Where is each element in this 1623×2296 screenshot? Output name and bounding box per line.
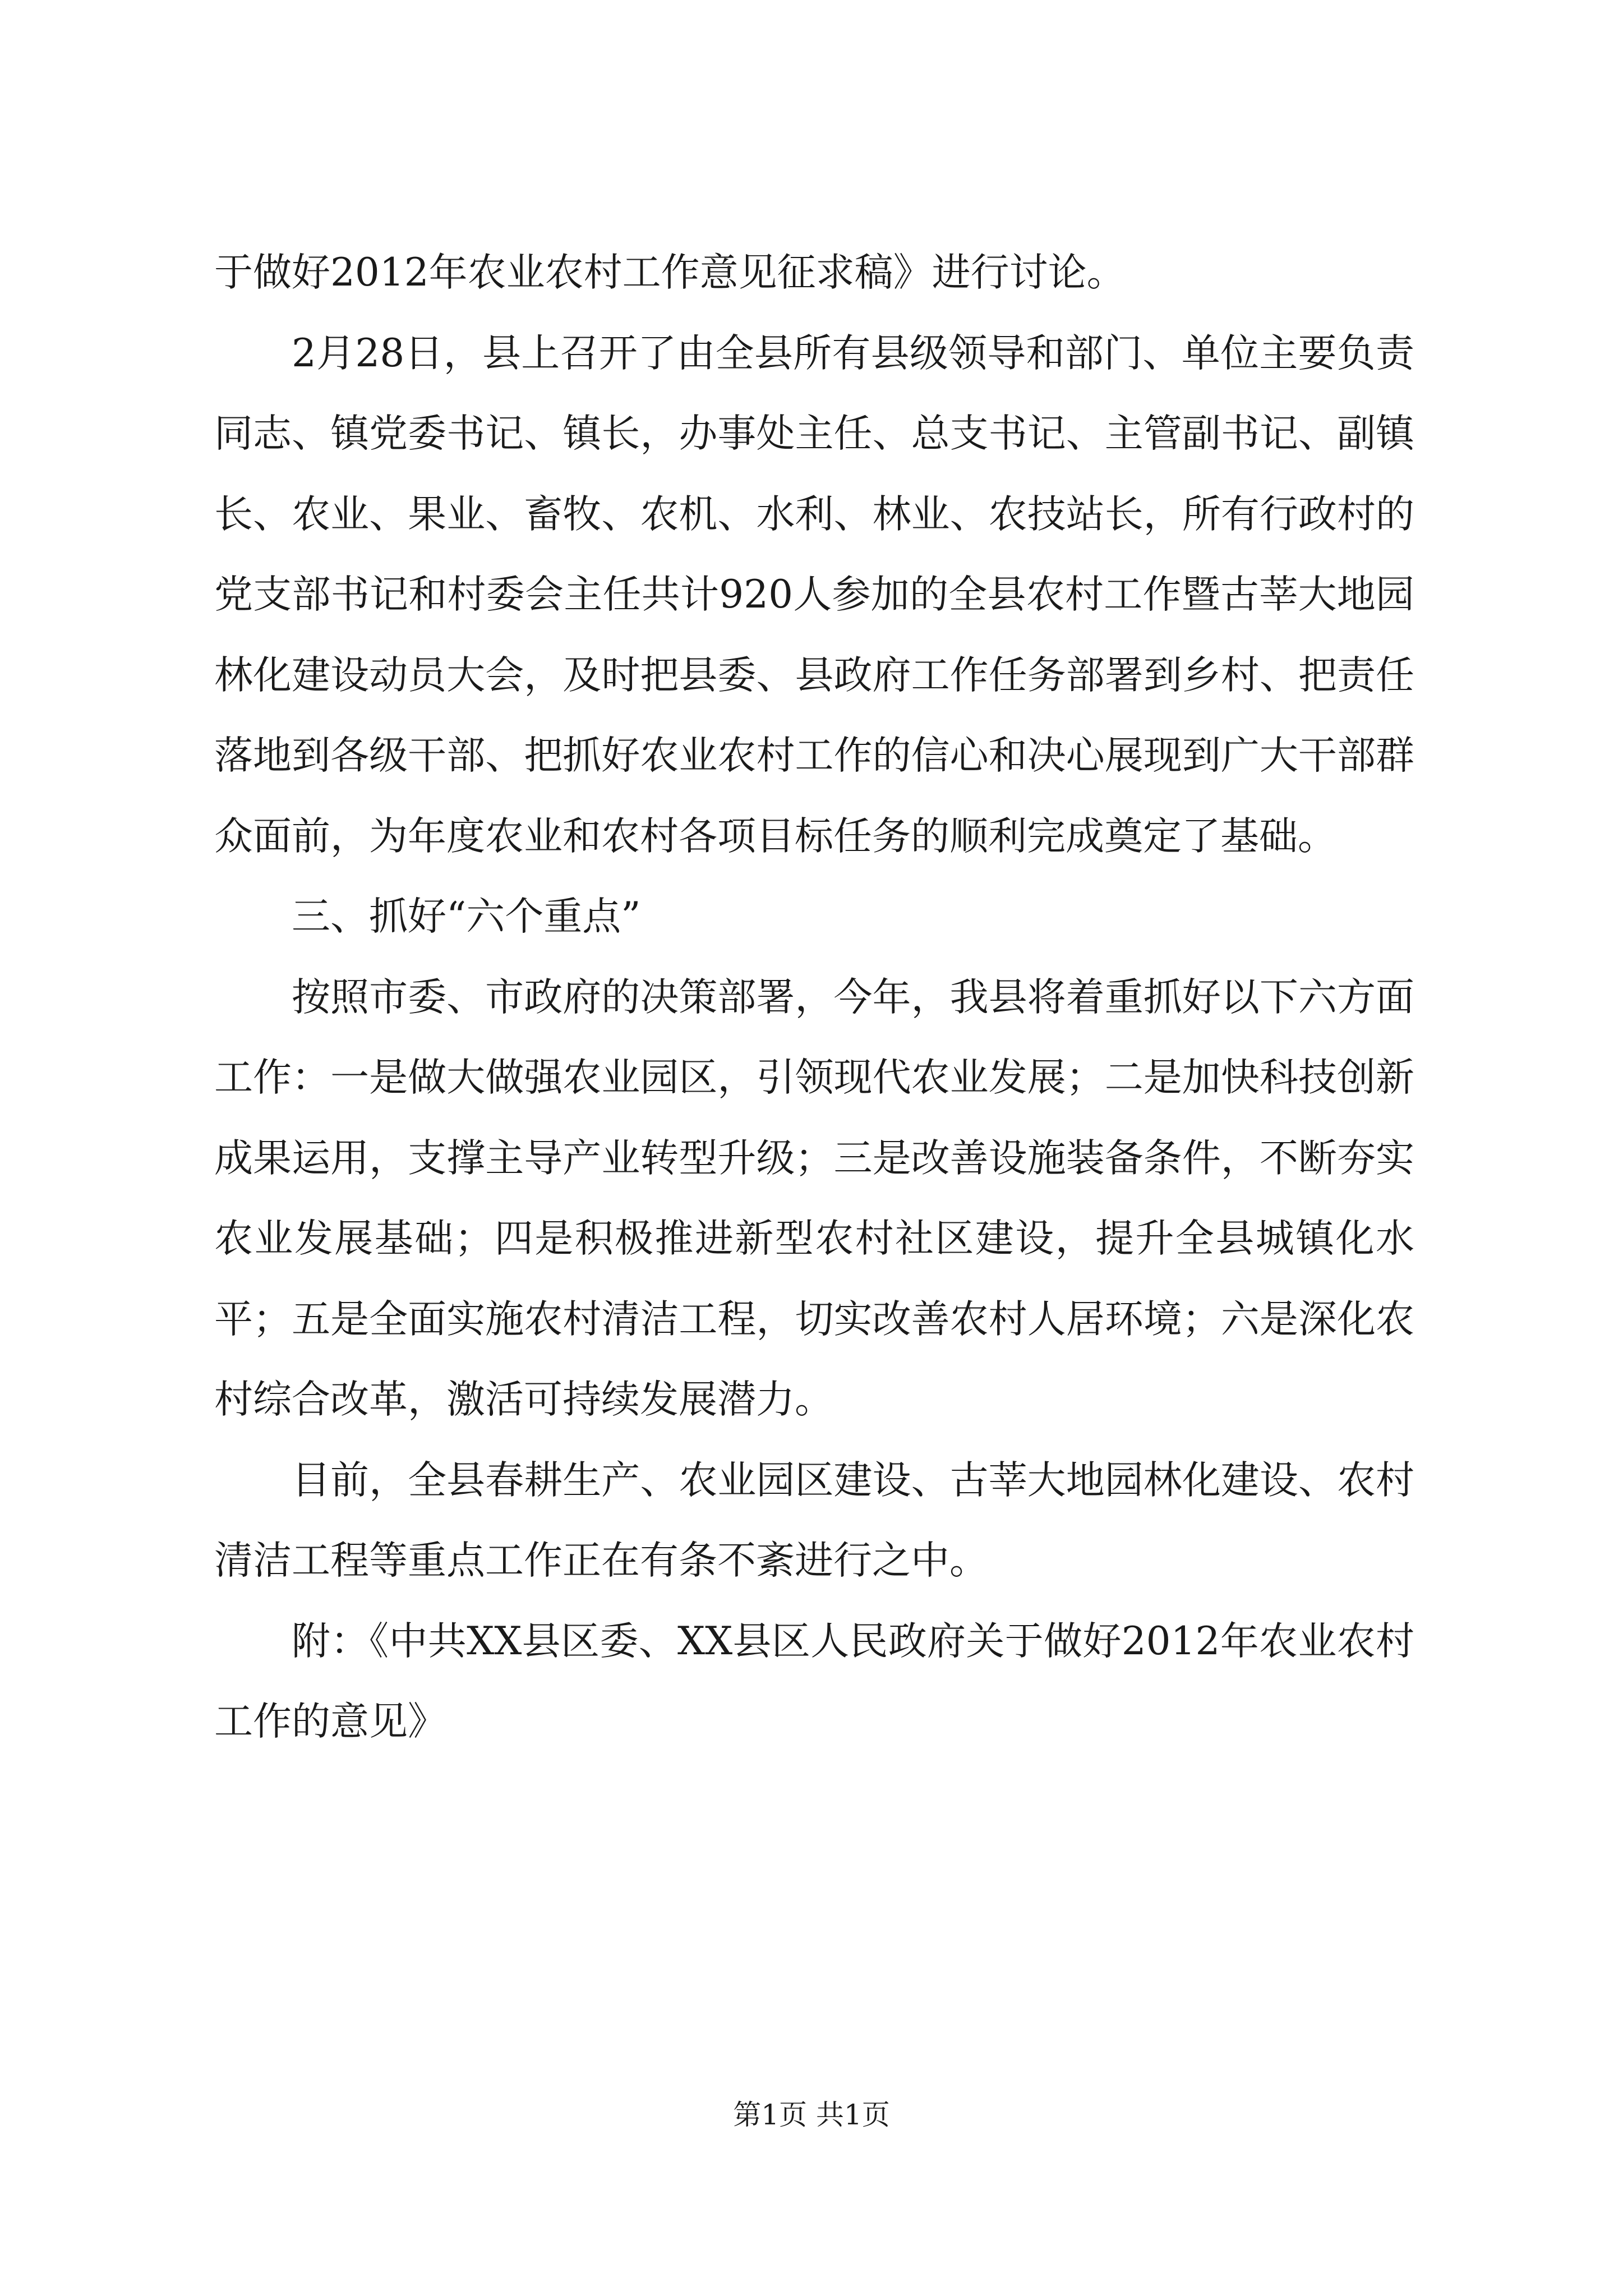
section-heading: 三、抓好“六个重点” xyxy=(292,894,641,939)
paragraph-meeting: 2月28日，县上召开了由全县所有县级领导和部门、单位主要负责同志、镇党委书记、镇长，办事处主任、总支书记、主管副书记、副镇长、农业、果业、畜牧、农机、水利、林业、农技站长，所有行政村的党支部书记和村委会主任共计920人参加的全县农村工作暨古莘大地园林化建设动员大会，及时把县委、县政府工作任务部署到乡村、把责任落地到各级干部、把抓好农业农村工作的信心和决心展现到广大干部群众面前，为年度农业和农村各项目标任务的顺利完成奠定了基础。 xyxy=(214,330,1414,859)
document-body xyxy=(214,233,1414,1763)
page-footer xyxy=(0,2095,1623,2134)
paragraph-current-work: 目前，全县春耕生产、农业园区建设、古莘大地园林化建设、农村清洁工程等重点工作正在有条不紊进行之中。 xyxy=(214,1457,1414,1583)
paragraph-continuation: 于做好2012年农业农村工作意见征求稿》进行讨论。 xyxy=(214,250,1126,295)
paragraph-six-points: 按照市委、市政府的决策部署，今年，我县将着重抓好以下六方面工作：一是做大做强农业园区，引领现代农业发展；二是加快科技创新成果运用，支撑主导产业转型升级；三是改善设施装备条件，不断夯实农业发展基础；四是积极推进新型农村社区建设，提升全县城镇化水平；五是全面实施农村清洁工程，切实改善农村人居环境；六是深化农村综合改革，激活可持续发展潜力。 xyxy=(214,974,1414,1422)
page-number: 第1页 共1页 xyxy=(733,2099,890,2131)
paragraph-attachment: 附：《中共XX县区委、XX县区人民政府关于做好2012年农业农村工作的意见》 xyxy=(214,1618,1414,1744)
